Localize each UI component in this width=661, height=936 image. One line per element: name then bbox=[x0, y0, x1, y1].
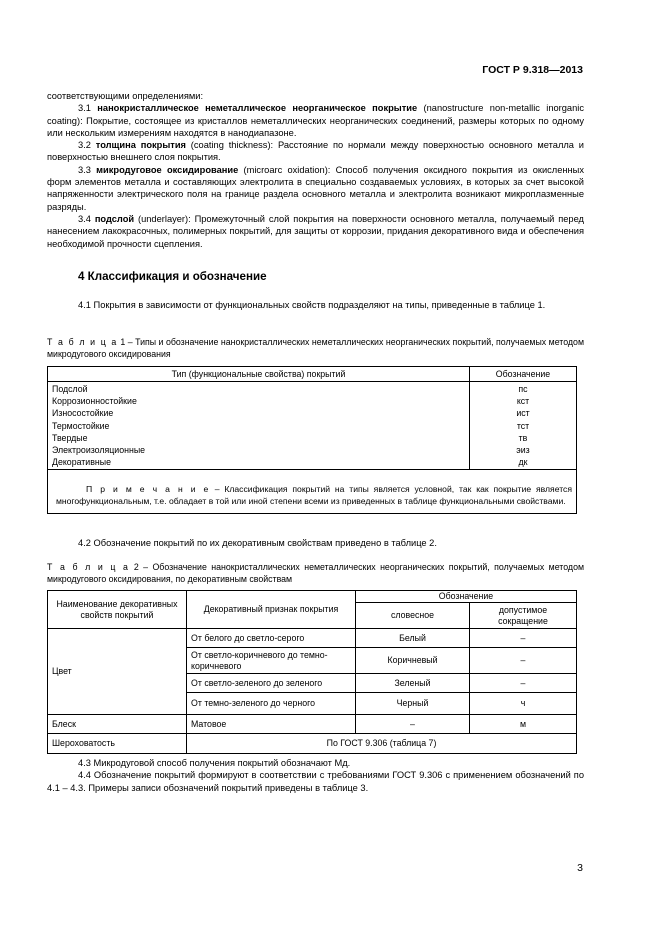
table-row: От темно-зеленого до черного Черный ч bbox=[48, 693, 577, 715]
definition-3-4: 3.4 подслой (underlayer): Промежуточный слой покрытия на поверхности основного металла, получаемый перед нанесением лакокрасочных, полимерных покрытий, для защиты от коррозии, придания декоративного вида и обеспечения необходимой прочности сцепления. bbox=[47, 213, 584, 249]
table-row: Износостойкие ист bbox=[48, 407, 577, 419]
header-designation: Обозначение bbox=[356, 591, 577, 603]
color-label: Цвет bbox=[48, 629, 187, 715]
table2-caption: Т а б л и ц а 2 – Обозначение нанокристаллических неметаллических неорганических покрытий, получаемых методом микродугового оксидирования, по декоративным свойствам bbox=[47, 562, 585, 584]
table-1 bbox=[47, 366, 577, 514]
paragraphs-4-3-4-4 bbox=[47, 757, 584, 794]
table1-caption: Т а б л и ц а 1 – Типы и обозначение нанокристаллических неметаллических неорганических покрытий, получаемых методом микродугового оксидирования bbox=[47, 337, 584, 359]
table-row: От светло-зеленого до зеленого Зеленый – bbox=[48, 674, 577, 693]
table-note-row bbox=[48, 470, 577, 514]
table-row: Электроизоляционные эиз bbox=[48, 444, 577, 456]
term: подслой bbox=[94, 213, 135, 224]
table-row: Шероховатость По ГОСТ 9.306 (таблица 7) bbox=[48, 734, 577, 754]
paragraph-4-2: 4.2 Обозначение покрытий по их декоративным свойствам приведено в таблице 2. bbox=[78, 538, 437, 548]
table-row: Твердые тв bbox=[48, 432, 577, 444]
header-feature: Декоративный признак покрытия bbox=[187, 591, 356, 629]
header-verbal: словесное bbox=[356, 603, 470, 629]
paragraph-4-4: 4.4 Обозначение покрытий формируют в соответствии с требованиями ГОСТ 9.306 с применением обозначений по 4.1 – 4.3. Примеры записи обозначений покрытий приведены в таблице 3. bbox=[47, 770, 584, 793]
document-id: ГОСТ Р 9.318—2013 bbox=[482, 64, 583, 76]
definition-3-2: 3.2 толщина покрытия (coating thickness): Расстояние по нормали между поверхностью основного металла и поверхностью внешнего слоя покрытия. bbox=[47, 140, 584, 163]
header-name: Наименование декоративных свойств покрытий bbox=[48, 591, 187, 629]
page-number: 3 bbox=[577, 862, 583, 874]
table-note: П р и м е ч а н и е – Классификация покрытий на типы является условной, так как покрытие является многофункциональным, т.е. обладает в той или иной степени всеми из приведенных в таблице функциональными свойствами. bbox=[48, 470, 577, 514]
header-abbr: допустимое сокращение bbox=[470, 603, 577, 629]
term: нанокристаллическое неметаллическое неорганическое покрытие bbox=[97, 103, 418, 114]
section-heading: 4 Классификация и обозначение bbox=[78, 270, 267, 283]
table-row: От светло-коричневого до темно-коричневого Коричневый – bbox=[48, 648, 577, 674]
table-header-row bbox=[48, 591, 577, 603]
term: толщина покрытия bbox=[95, 140, 186, 151]
table-header-row bbox=[48, 367, 577, 382]
table-row: Цвет От белого до светло-серого Белый – bbox=[48, 629, 577, 648]
table-row: Коррозионностойкие кст bbox=[48, 395, 577, 407]
table-row: Термостойкие тст bbox=[48, 420, 577, 432]
paragraph-4-3: 4.3 Микродуговой способ получения покрытий обозначают Мд. bbox=[78, 758, 351, 768]
definition-3-3: 3.3 микродуговое оксидирование (microarc oxidation): Способ получения оксидного покрытия из окисленных форм элементов металла и составляющих электролита в специально создаваемых условиях, в которых за счет высокой напряженности электрического поля на границе раздела основного металла и электролита возникают микроплазменные разряды. bbox=[47, 164, 584, 212]
term: микродуговое оксидирование bbox=[96, 164, 239, 175]
table-row: Декоративные дк bbox=[48, 456, 577, 470]
definition-3-1: 3.1 нанокристаллическое неметаллическое неорганическое покрытие (nanostructure non-metallic inorganic coating): Покрытие, состоящее из кристаллов неметаллических неорганических соединений, размеры которых по одному или нескольким измерениям находятся в нанодиапазоне. bbox=[47, 103, 584, 138]
intro-line: соответствующими определениями: bbox=[47, 91, 204, 101]
header-type: Тип (функциональные свойства) покрытий bbox=[48, 367, 470, 382]
table-row: Блеск Матовое – м bbox=[48, 715, 577, 734]
table-row: Подслой пс bbox=[48, 382, 577, 396]
paragraph-4-1: 4.1 Покрытия в зависимости от функциональных свойств подразделяют на типы, приведенные в таблице 1. bbox=[78, 300, 546, 310]
table-2 bbox=[47, 590, 577, 754]
header-code: Обозначение bbox=[470, 367, 577, 382]
definitions-block bbox=[47, 90, 584, 250]
